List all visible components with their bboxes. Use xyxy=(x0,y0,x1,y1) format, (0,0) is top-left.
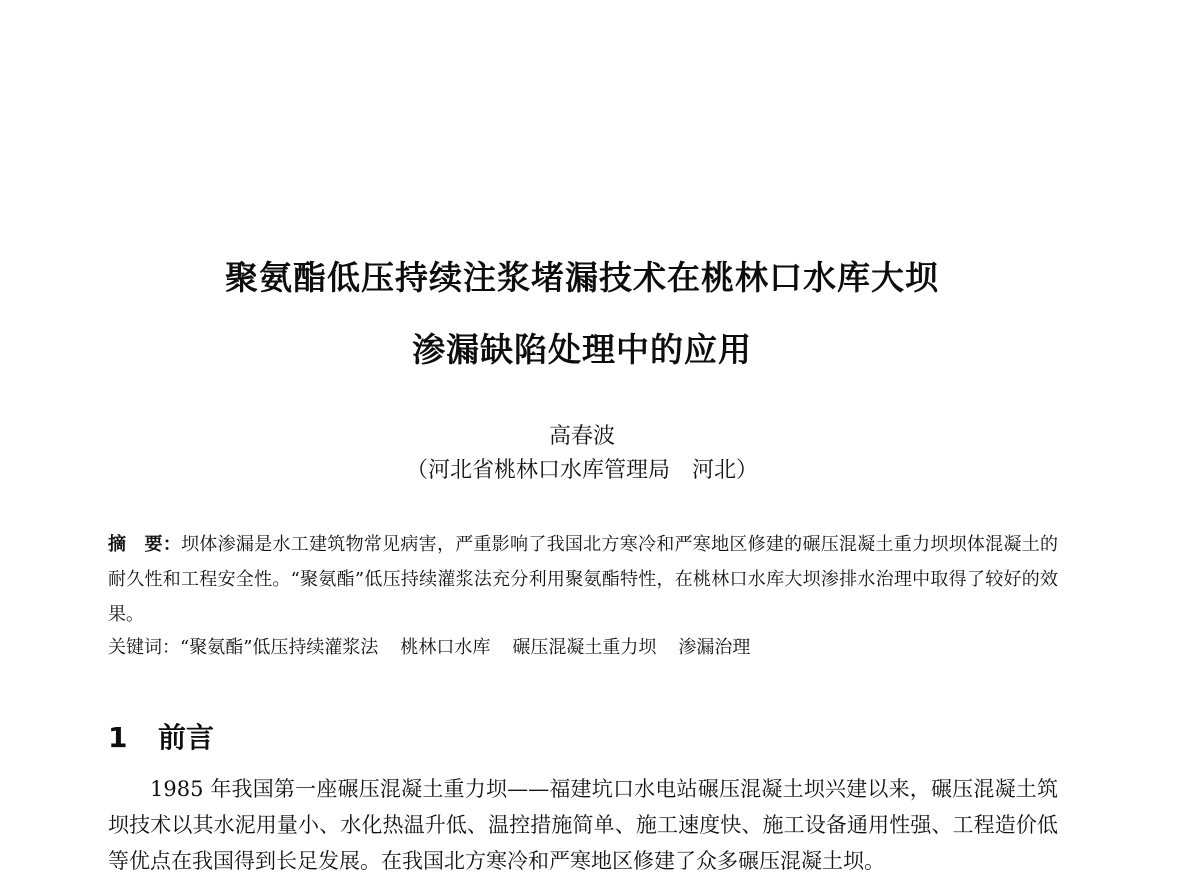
keyword-item: “聚氨酯”低压持续灌浆法 xyxy=(180,637,379,658)
abstract xyxy=(108,527,1058,632)
section-number: 1 xyxy=(108,721,128,754)
keyword-item: 桃林口水库 xyxy=(400,637,491,658)
author-name: 高春波 xyxy=(548,424,615,449)
keywords-label: 关键词： xyxy=(108,637,180,658)
paper-title-line-1: 聚氨酯低压持续注浆堵漏技术在桃林口水库大坝 xyxy=(225,258,939,297)
paper-title-line-2: 渗漏缺陷处理中的应用 xyxy=(412,330,752,369)
author-affiliation: （河北省桃林口水库管理局 河北） xyxy=(405,458,758,483)
keyword-item: 渗漏治理 xyxy=(678,637,751,658)
section-heading xyxy=(108,716,214,756)
abstract-text: 坝体渗漏是水工建筑物常见病害，严重影响了我国北方寒冷和严寒地区修建的碾压混凝土重力坝坝体混凝土的耐久性和工程安全性。“聚氨酯”低压持续灌浆法充分利用聚氨酯特性，在桃林口水库大坝渗排水治理中取得了较好的效果。 xyxy=(108,534,1059,625)
section-paragraph: 1985 年我国第一座碾压混凝土重力坝——福建坑口水电站碾压混凝土坝兴建以来，碾压混凝土筑坝技术以其水泥用量小、水化热温升低、温控措施简单、施工速度快、施工设备通用性强、工程造价低等优点在我国得到长足发展。在我国北方寒冷和严寒地区修建了众多碾压混凝土坝。 xyxy=(108,777,1058,873)
abstract-label: 摘 要： xyxy=(108,534,182,555)
keywords xyxy=(108,633,1058,663)
section-title: 前言 xyxy=(158,721,215,754)
keyword-item: 碾压混凝土重力坝 xyxy=(512,637,657,658)
